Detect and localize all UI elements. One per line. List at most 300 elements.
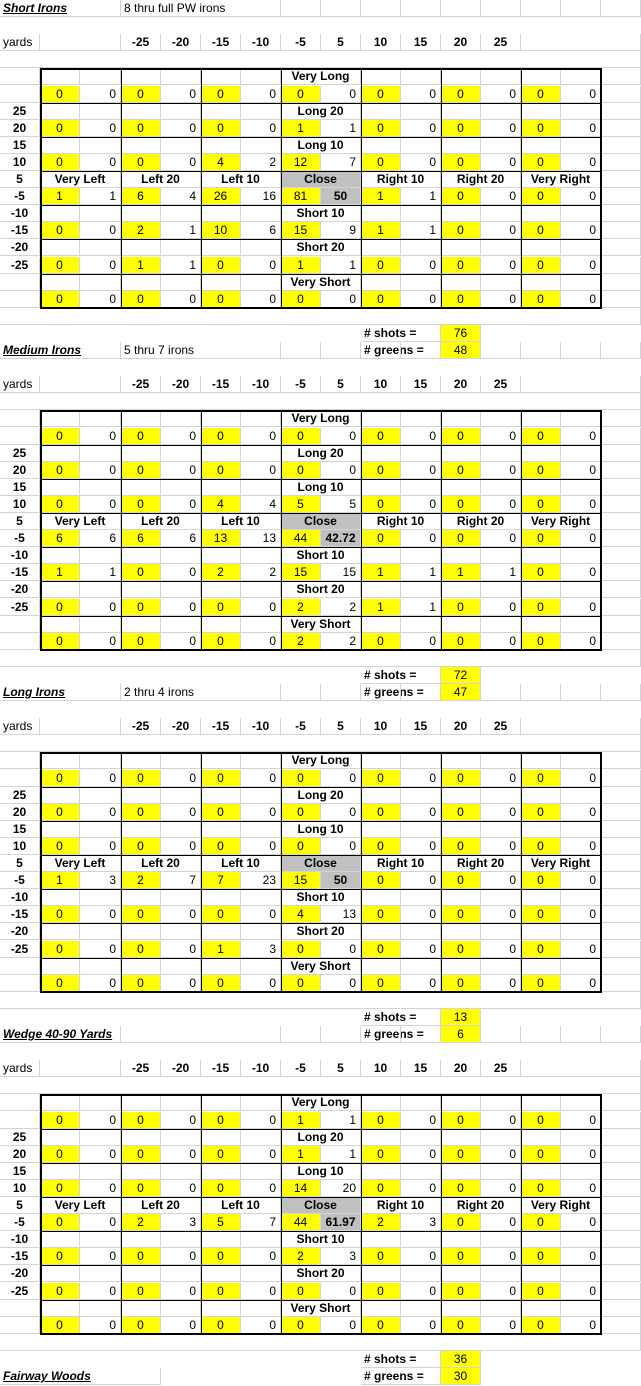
empty-cell[interactable] [241, 410, 281, 427]
count-cell[interactable]: 0 [40, 291, 80, 308]
empty-cell[interactable] [441, 616, 481, 633]
percent-cell[interactable]: 0 [561, 1146, 601, 1163]
empty-cell[interactable] [601, 804, 641, 821]
percent-cell[interactable]: 0 [161, 86, 201, 103]
count-cell[interactable]: 0 [121, 633, 161, 650]
empty-cell[interactable] [401, 616, 441, 633]
count-cell[interactable]: 0 [121, 1146, 161, 1163]
empty-cell[interactable] [601, 188, 641, 205]
count-cell[interactable]: 0 [40, 1112, 80, 1129]
empty-cell[interactable] [80, 547, 121, 564]
percent-cell[interactable]: 0 [241, 1283, 281, 1300]
count-cell[interactable]: 0 [441, 1283, 481, 1300]
count-cell[interactable]: 0 [121, 838, 161, 855]
percent-cell[interactable]: 0 [561, 530, 601, 547]
count-cell[interactable]: 0 [40, 599, 80, 616]
percent-cell[interactable]: 0 [561, 222, 601, 239]
empty-cell[interactable] [521, 274, 561, 291]
empty-cell[interactable] [201, 752, 241, 769]
percent-cell[interactable]: 0 [401, 428, 441, 445]
count-cell[interactable]: 0 [361, 120, 401, 137]
empty-cell[interactable] [241, 1129, 281, 1146]
count-cell[interactable]: 0 [40, 1180, 80, 1197]
empty-cell[interactable] [0, 975, 40, 992]
percent-cell[interactable]: 0 [80, 1214, 121, 1231]
empty-cell[interactable] [601, 1026, 641, 1043]
percent-cell[interactable]: 4 [161, 188, 201, 205]
empty-cell[interactable] [121, 410, 161, 427]
empty-cell[interactable] [481, 137, 521, 154]
percent-cell[interactable]: 1 [401, 564, 441, 581]
count-cell[interactable]: 0 [201, 975, 241, 992]
empty-cell[interactable] [601, 684, 641, 701]
empty-cell[interactable] [481, 752, 521, 769]
count-cell[interactable]: 15 [281, 872, 321, 889]
percent-cell[interactable]: 0 [481, 906, 521, 923]
percent-cell[interactable]: 4 [241, 496, 281, 513]
empty-cell[interactable] [401, 1129, 441, 1146]
percent-cell[interactable]: 0 [80, 838, 121, 855]
empty-cell[interactable] [441, 103, 481, 120]
percent-cell[interactable]: 9 [321, 222, 361, 239]
empty-cell[interactable] [121, 923, 161, 940]
empty-cell[interactable] [121, 1163, 161, 1180]
empty-cell[interactable] [161, 1129, 201, 1146]
count-cell[interactable]: 0 [521, 564, 561, 581]
count-cell[interactable]: 0 [361, 1146, 401, 1163]
empty-cell[interactable] [161, 889, 201, 906]
empty-cell[interactable] [361, 103, 401, 120]
empty-cell[interactable] [161, 1094, 201, 1111]
empty-cell[interactable] [161, 547, 201, 564]
empty-cell[interactable] [521, 889, 561, 906]
empty-cell[interactable] [40, 1265, 80, 1282]
empty-cell[interactable] [241, 581, 281, 598]
empty-cell[interactable] [401, 923, 441, 940]
count-cell[interactable]: 0 [361, 462, 401, 479]
empty-cell[interactable] [601, 838, 641, 855]
empty-cell[interactable] [361, 342, 401, 359]
count-cell[interactable]: 0 [361, 1283, 401, 1300]
empty-cell[interactable] [121, 479, 161, 496]
empty-cell[interactable] [601, 1163, 641, 1180]
percent-cell[interactable]: 0 [80, 770, 121, 787]
percent-cell[interactable]: 0 [481, 1214, 521, 1231]
count-cell[interactable]: 0 [521, 120, 561, 137]
percent-cell[interactable]: 0 [161, 838, 201, 855]
empty-cell[interactable] [521, 616, 561, 633]
empty-cell[interactable] [481, 1163, 521, 1180]
empty-cell[interactable] [161, 581, 201, 598]
greens-value[interactable]: 48 [441, 342, 481, 359]
count-cell[interactable]: 0 [361, 291, 401, 308]
percent-cell[interactable]: 1 [321, 120, 361, 137]
percent-cell[interactable]: 1 [161, 257, 201, 274]
count-cell[interactable]: 0 [40, 838, 80, 855]
empty-cell[interactable] [0, 1317, 40, 1334]
count-cell[interactable]: 0 [361, 906, 401, 923]
empty-cell[interactable] [201, 239, 241, 256]
empty-cell[interactable] [40, 1300, 80, 1317]
count-cell[interactable]: 1 [201, 941, 241, 958]
empty-cell[interactable] [601, 581, 641, 598]
empty-cell[interactable] [80, 410, 121, 427]
empty-cell[interactable] [441, 342, 481, 359]
empty-cell[interactable] [241, 137, 281, 154]
percent-cell[interactable]: 2 [241, 154, 281, 171]
empty-cell[interactable] [601, 889, 641, 906]
count-cell[interactable]: 44 [281, 530, 321, 547]
percent-cell[interactable]: 0 [561, 154, 601, 171]
empty-cell[interactable] [561, 137, 601, 154]
count-cell[interactable]: 0 [361, 496, 401, 513]
count-cell[interactable]: 0 [521, 291, 561, 308]
empty-cell[interactable] [601, 205, 641, 222]
count-cell[interactable]: 0 [361, 428, 401, 445]
empty-cell[interactable] [561, 1231, 601, 1248]
count-cell[interactable]: 0 [121, 1180, 161, 1197]
count-cell[interactable]: 0 [40, 941, 80, 958]
empty-cell[interactable] [0, 1094, 40, 1111]
empty-cell[interactable] [521, 787, 561, 804]
empty-cell[interactable] [441, 821, 481, 838]
empty-cell[interactable] [601, 120, 641, 137]
empty-cell[interactable] [40, 616, 80, 633]
count-cell[interactable]: 0 [361, 154, 401, 171]
percent-cell[interactable]: 1 [481, 564, 521, 581]
percent-cell[interactable]: 0 [241, 770, 281, 787]
percent-cell[interactable]: 0 [161, 1317, 201, 1334]
empty-cell[interactable] [401, 1163, 441, 1180]
empty-cell[interactable] [161, 103, 201, 120]
count-cell[interactable]: 0 [40, 257, 80, 274]
empty-cell[interactable] [0, 274, 40, 291]
empty-cell[interactable] [601, 1180, 641, 1197]
empty-cell[interactable] [481, 616, 521, 633]
percent-cell[interactable]: 0 [241, 1112, 281, 1129]
count-cell[interactable]: 0 [441, 496, 481, 513]
percent-cell[interactable]: 0 [561, 120, 601, 137]
count-cell[interactable]: 0 [281, 428, 321, 445]
percent-cell[interactable]: 0 [161, 462, 201, 479]
empty-cell[interactable] [40, 103, 80, 120]
empty-row[interactable] [0, 51, 641, 68]
percent-cell[interactable]: 0 [321, 462, 361, 479]
empty-cell[interactable] [161, 752, 201, 769]
count-cell[interactable]: 0 [121, 120, 161, 137]
percent-cell[interactable]: 3 [161, 1214, 201, 1231]
count-cell[interactable]: 0 [441, 120, 481, 137]
percent-cell[interactable]: 0 [241, 1146, 281, 1163]
percent-cell[interactable]: 0 [481, 188, 521, 205]
empty-cell[interactable] [321, 0, 361, 17]
percent-cell[interactable]: 0 [481, 804, 521, 821]
count-cell[interactable]: 0 [121, 291, 161, 308]
count-cell[interactable]: 2 [281, 1248, 321, 1265]
percent-cell[interactable]: 0 [80, 496, 121, 513]
empty-cell[interactable] [561, 342, 601, 359]
empty-cell[interactable] [241, 616, 281, 633]
empty-cell[interactable] [361, 616, 401, 633]
empty-cell[interactable] [601, 445, 641, 462]
empty-cell[interactable] [201, 889, 241, 906]
empty-cell[interactable] [401, 752, 441, 769]
count-cell[interactable]: 0 [40, 120, 80, 137]
percent-cell[interactable]: 0 [481, 496, 521, 513]
percent-cell[interactable]: 0 [161, 633, 201, 650]
empty-cell[interactable] [80, 1265, 121, 1282]
count-cell[interactable]: 10 [201, 222, 241, 239]
empty-cell[interactable] [121, 787, 161, 804]
count-cell[interactable]: 5 [201, 1214, 241, 1231]
empty-cell[interactable] [481, 787, 521, 804]
empty-cell[interactable] [201, 1231, 241, 1248]
empty-cell[interactable] [601, 1300, 641, 1317]
percent-cell[interactable]: 0 [401, 633, 441, 650]
empty-cell[interactable] [0, 428, 40, 445]
count-cell[interactable]: 0 [361, 1180, 401, 1197]
empty-cell[interactable] [601, 787, 641, 804]
percent-cell[interactable]: 0 [561, 941, 601, 958]
empty-cell[interactable] [441, 274, 481, 291]
empty-cell[interactable] [521, 684, 561, 701]
percent-cell[interactable]: 1 [321, 257, 361, 274]
empty-cell[interactable] [361, 958, 401, 975]
count-cell[interactable]: 0 [121, 496, 161, 513]
empty-cell[interactable] [201, 958, 241, 975]
count-cell[interactable]: 0 [40, 1283, 80, 1300]
percent-cell[interactable]: 0 [241, 86, 281, 103]
count-cell[interactable]: 2 [361, 1214, 401, 1231]
empty-cell[interactable] [601, 547, 641, 564]
empty-cell[interactable] [361, 479, 401, 496]
empty-cell[interactable] [601, 1094, 641, 1111]
empty-cell[interactable] [561, 581, 601, 598]
empty-cell[interactable] [601, 86, 641, 103]
empty-cell[interactable] [401, 1094, 441, 1111]
percent-cell[interactable]: 2 [321, 599, 361, 616]
empty-cell[interactable] [521, 1163, 561, 1180]
percent-cell[interactable]: 0 [401, 804, 441, 821]
empty-cell[interactable] [601, 821, 641, 838]
count-cell[interactable]: 4 [201, 496, 241, 513]
empty-cell[interactable] [561, 239, 601, 256]
count-cell[interactable]: 0 [201, 86, 241, 103]
empty-cell[interactable] [201, 787, 241, 804]
empty-cell[interactable] [40, 752, 80, 769]
empty-cell[interactable] [201, 821, 241, 838]
count-cell[interactable]: 1 [361, 222, 401, 239]
empty-cell[interactable] [80, 239, 121, 256]
percent-cell[interactable]: 0 [401, 770, 441, 787]
percent-cell[interactable]: 0 [321, 838, 361, 855]
count-cell[interactable]: 4 [281, 906, 321, 923]
empty-cell[interactable] [80, 68, 121, 85]
count-cell[interactable]: 0 [121, 1248, 161, 1265]
count-cell[interactable]: 6 [121, 188, 161, 205]
percent-cell[interactable]: 0 [161, 599, 201, 616]
percent-cell[interactable]: 0 [561, 1248, 601, 1265]
empty-cell[interactable] [521, 1265, 561, 1282]
empty-row[interactable] [0, 735, 641, 752]
count-cell[interactable]: 0 [361, 941, 401, 958]
empty-cell[interactable] [481, 1231, 521, 1248]
empty-cell[interactable] [601, 1248, 641, 1265]
percent-cell[interactable]: 6 [161, 530, 201, 547]
empty-cell[interactable] [601, 479, 641, 496]
count-cell[interactable]: 0 [521, 941, 561, 958]
percent-cell[interactable]: 0 [321, 1317, 361, 1334]
percent-cell[interactable]: 3 [80, 872, 121, 889]
percent-cell[interactable]: 0 [561, 257, 601, 274]
empty-cell[interactable] [361, 1231, 401, 1248]
percent-cell[interactable]: 0 [481, 941, 521, 958]
shots-value[interactable]: 13 [441, 1009, 481, 1026]
percent-cell[interactable]: 0 [401, 1146, 441, 1163]
count-cell[interactable]: 0 [441, 1248, 481, 1265]
count-cell[interactable]: 0 [40, 975, 80, 992]
empty-row[interactable] [0, 1077, 641, 1094]
empty-cell[interactable] [361, 410, 401, 427]
percent-cell[interactable]: 0 [401, 257, 441, 274]
count-cell[interactable]: 0 [201, 804, 241, 821]
percent-cell[interactable]: 0 [241, 1248, 281, 1265]
empty-cell[interactable] [361, 752, 401, 769]
count-cell[interactable]: 1 [281, 1146, 321, 1163]
empty-cell[interactable] [40, 1129, 80, 1146]
count-cell[interactable]: 1 [40, 872, 80, 889]
empty-cell[interactable] [281, 0, 321, 17]
empty-cell[interactable] [601, 958, 641, 975]
count-cell[interactable]: 7 [201, 872, 241, 889]
empty-cell[interactable] [121, 205, 161, 222]
empty-cell[interactable] [441, 752, 481, 769]
empty-cell[interactable] [121, 1129, 161, 1146]
count-cell[interactable]: 0 [441, 975, 481, 992]
empty-cell[interactable] [401, 205, 441, 222]
empty-cell[interactable] [481, 547, 521, 564]
percent-cell[interactable]: 0 [401, 1112, 441, 1129]
count-cell[interactable]: 0 [361, 975, 401, 992]
empty-cell[interactable] [80, 821, 121, 838]
empty-cell[interactable] [80, 958, 121, 975]
count-cell[interactable]: 0 [521, 1248, 561, 1265]
empty-cell[interactable] [521, 376, 641, 393]
percent-cell[interactable]: 0 [561, 1112, 601, 1129]
empty-cell[interactable] [441, 889, 481, 906]
empty-cell[interactable] [121, 239, 161, 256]
empty-cell[interactable] [161, 1231, 201, 1248]
count-cell[interactable]: 0 [281, 770, 321, 787]
count-cell[interactable]: 0 [121, 804, 161, 821]
empty-cell[interactable] [561, 445, 601, 462]
empty-cell[interactable] [481, 1129, 521, 1146]
percent-cell[interactable]: 7 [161, 872, 201, 889]
count-cell[interactable]: 0 [121, 564, 161, 581]
greens-value[interactable]: 47 [441, 684, 481, 701]
count-cell[interactable]: 0 [361, 530, 401, 547]
percent-cell[interactable]: 0 [80, 120, 121, 137]
count-cell[interactable]: 0 [201, 291, 241, 308]
empty-cell[interactable] [281, 684, 321, 701]
percent-cell[interactable]: 0 [561, 599, 601, 616]
empty-cell[interactable] [121, 1265, 161, 1282]
count-cell[interactable]: 0 [40, 222, 80, 239]
percent-cell[interactable]: 0 [161, 975, 201, 992]
empty-cell[interactable] [201, 274, 241, 291]
percent-cell[interactable]: 0 [161, 154, 201, 171]
empty-cell[interactable] [601, 633, 641, 650]
percent-cell[interactable]: 0 [161, 120, 201, 137]
empty-cell[interactable] [80, 787, 121, 804]
percent-cell[interactable]: 0 [80, 1317, 121, 1334]
count-cell[interactable]: 1 [281, 257, 321, 274]
count-cell[interactable]: 0 [521, 1214, 561, 1231]
empty-cell[interactable] [40, 923, 80, 940]
count-cell[interactable]: 0 [521, 906, 561, 923]
empty-cell[interactable] [40, 34, 121, 51]
percent-cell[interactable]: 0 [321, 1283, 361, 1300]
percent-cell[interactable]: 0 [561, 1214, 601, 1231]
percent-cell[interactable]: 0 [80, 462, 121, 479]
count-cell[interactable]: 0 [361, 86, 401, 103]
count-cell[interactable]: 0 [201, 770, 241, 787]
empty-cell[interactable] [121, 445, 161, 462]
percent-cell[interactable]: 0 [401, 1283, 441, 1300]
percent-cell[interactable]: 0 [321, 770, 361, 787]
empty-cell[interactable] [481, 479, 521, 496]
empty-cell[interactable] [561, 274, 601, 291]
percent-cell[interactable]: 23 [241, 872, 281, 889]
percent-cell[interactable]: 0 [401, 1248, 441, 1265]
count-cell[interactable]: 0 [361, 257, 401, 274]
empty-cell[interactable] [481, 1026, 521, 1043]
empty-cell[interactable] [201, 1163, 241, 1180]
count-cell[interactable]: 0 [361, 1248, 401, 1265]
percent-cell[interactable]: 0 [161, 1112, 201, 1129]
percent-cell[interactable]: 0 [80, 222, 121, 239]
count-cell[interactable]: 0 [521, 154, 561, 171]
empty-cell[interactable] [601, 410, 641, 427]
count-cell[interactable]: 0 [121, 86, 161, 103]
percent-cell[interactable]: 16 [241, 188, 281, 205]
empty-cell[interactable] [401, 1026, 441, 1043]
empty-cell[interactable] [80, 923, 121, 940]
empty-cell[interactable] [161, 1163, 201, 1180]
percent-cell[interactable]: 0 [161, 496, 201, 513]
count-cell[interactable]: 0 [40, 1317, 80, 1334]
empty-cell[interactable] [601, 68, 641, 85]
percent-cell[interactable]: 0 [481, 1146, 521, 1163]
percent-cell[interactable]: 0 [241, 257, 281, 274]
empty-cell[interactable] [361, 581, 401, 598]
percent-cell[interactable]: 0 [80, 941, 121, 958]
percent-cell[interactable]: 0 [401, 838, 441, 855]
percent-cell[interactable]: 7 [241, 1214, 281, 1231]
empty-cell[interactable] [201, 616, 241, 633]
count-cell[interactable]: 15 [281, 564, 321, 581]
empty-cell[interactable] [121, 103, 161, 120]
empty-cell[interactable] [441, 410, 481, 427]
percent-cell[interactable]: 0 [241, 804, 281, 821]
percent-cell[interactable]: 0 [161, 564, 201, 581]
count-cell[interactable]: 2 [121, 222, 161, 239]
percent-cell[interactable]: 0 [481, 530, 521, 547]
empty-row[interactable] [0, 308, 641, 325]
count-cell[interactable]: 0 [441, 428, 481, 445]
empty-cell[interactable] [161, 616, 201, 633]
percent-cell[interactable]: 0 [481, 120, 521, 137]
